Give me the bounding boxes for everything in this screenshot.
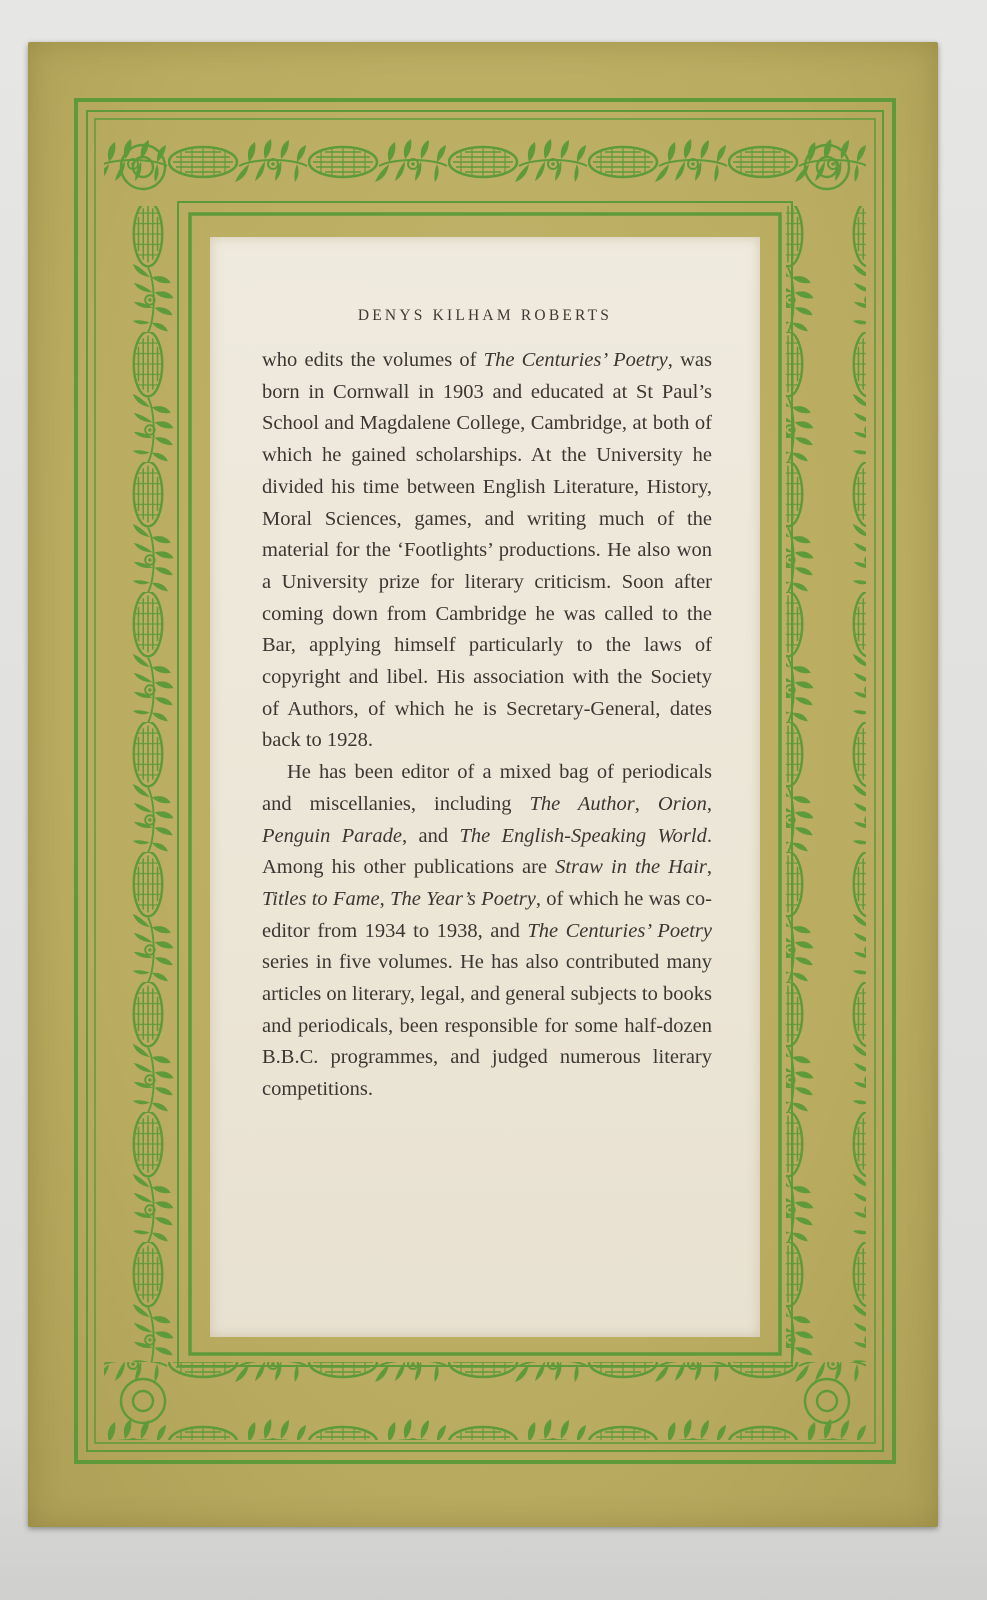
biography-paragraph-2: [262, 757, 712, 1106]
text-run: , and: [402, 824, 460, 847]
italic-title: Titles to Fame: [262, 887, 380, 910]
text-run: ,: [706, 856, 712, 879]
text-run: He has been editor of a mixed bag of periodicals and miscellanies, including: [262, 761, 712, 815]
text-run: ,: [634, 792, 658, 815]
text-run: ,: [379, 887, 391, 910]
text-run: ,: [706, 792, 713, 815]
book-back-cover: [28, 42, 938, 1527]
text-panel: [210, 237, 760, 1337]
author-name-heading: DENYS KILHAM ROBERTS: [357, 307, 613, 324]
text-run: , of which he was co-editor from 1934 to 1938, and: [262, 887, 712, 942]
italic-title: The Year’s Poetry: [390, 887, 536, 910]
italic-title: The English-Speaking World: [459, 824, 707, 847]
biography-paragraph-1: [262, 345, 712, 757]
text-run: , was born in Cornwall in 1903 and educated at St Paul’s School and Magdalene College, Cambridge, at both of which he gained scholarships. At the University he divided his time between English Literature, History, Moral Sciences, games, and writing much of the material for the ‘Footlights’ productions. He also won a University prize for literary criticism. Soon after coming down from Cambridge he was called to the Bar, applying himself particularly to the laws of copyright and libel. His association with the Society of Authors, of which he is Secretary-General, dates back to 1928.: [262, 349, 712, 752]
italic-title: The Author: [529, 792, 635, 815]
text-run: . Among his other publications are: [262, 824, 712, 879]
biography-text: [262, 345, 712, 1106]
italic-title: Penguin Parade: [262, 824, 403, 847]
italic-title: The Centuries’ Poetry: [527, 919, 712, 942]
italic-title: Orion: [657, 792, 707, 815]
text-run: who edits the volumes of: [262, 349, 484, 371]
text-run: series in five volumes. He has also contributed many articles on literary, legal, and general subjects to books and periodicals, been responsible for some half-dozen B.B.C. programmes, and judged numerous literary competitions.: [262, 951, 712, 1101]
italic-title: Straw in the Hair: [555, 856, 707, 879]
italic-title: The Centuries’ Poetry: [483, 349, 668, 371]
